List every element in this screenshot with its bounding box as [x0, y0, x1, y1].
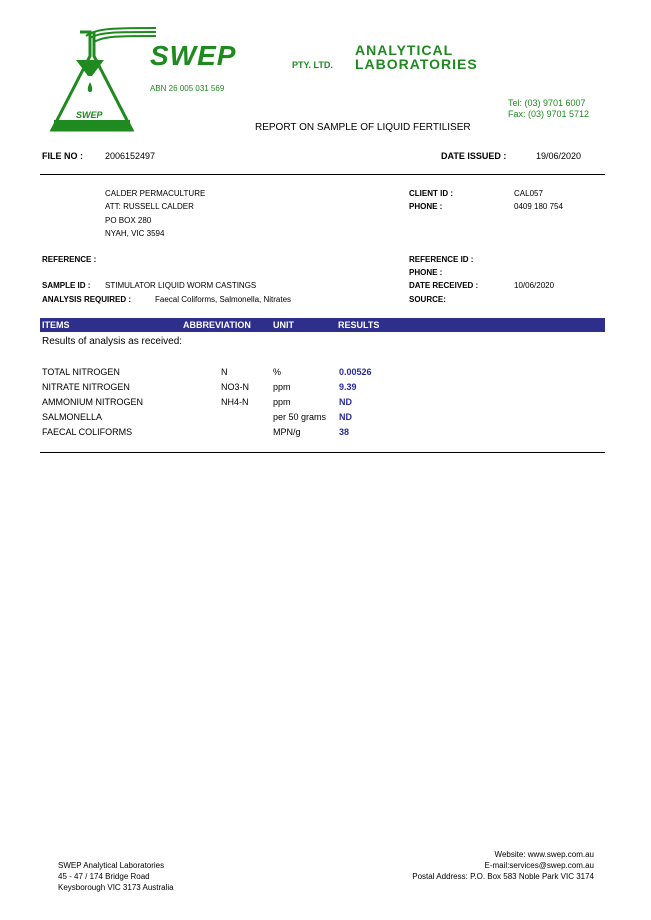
divider [40, 174, 605, 175]
row-unit: per 50 grams [273, 412, 327, 422]
phone-label: PHONE : [409, 202, 443, 211]
address-line: NYAH, VIC 3594 [105, 229, 165, 238]
logo-text: SWEP [76, 110, 103, 120]
phone2-label: PHONE : [409, 268, 443, 277]
footer-postal: Postal Address: P.O. Box 583 Noble Park VIC 3174 [412, 872, 594, 881]
analysis: Faecal Coliforms, Salmonella, Nitrates [155, 295, 292, 304]
sample-id-label: SAMPLE ID : [42, 281, 91, 290]
row-item: NITRATE NITROGEN [42, 382, 130, 392]
division-line2: LABORATORIES [355, 56, 478, 72]
footer-left-line: SWEP Analytical Laboratories [58, 861, 165, 870]
file-no: 2006152497 [105, 151, 156, 161]
row-unit: ppm [273, 382, 291, 392]
reference-id-label: REFERENCE ID : [409, 255, 474, 264]
divider [40, 452, 605, 453]
row-result: 38 [339, 427, 350, 437]
row-result: 9.39 [339, 382, 357, 392]
table-intro: Results of analysis as received: [42, 336, 183, 347]
address-line: CALDER PERMACULTURE [105, 189, 206, 198]
company-logo [46, 26, 166, 136]
date-received: 10/06/2020 [514, 281, 555, 290]
row-item: SALMONELLA [42, 412, 103, 422]
row-unit: ppm [273, 397, 291, 407]
col-items: ITEMS [42, 320, 70, 330]
client-id: CAL057 [514, 189, 543, 198]
row-abbr: NO3-N [221, 382, 250, 392]
row-unit: % [273, 367, 282, 377]
row-unit: MPN/g [273, 427, 301, 437]
row-item: TOTAL NITROGEN [42, 367, 120, 377]
row-result: ND [339, 397, 352, 407]
tel: Tel: (03) 9701 6007 [508, 98, 586, 108]
company-brand: SWEP [150, 40, 237, 71]
phone: 0409 180 754 [514, 202, 563, 211]
row-item: AMMONIUM NITROGEN [42, 397, 143, 407]
date-received-label: DATE RECEIVED : [409, 281, 479, 290]
reference-label: REFERENCE : [42, 255, 97, 264]
company-suffix: PTY. LTD. [292, 60, 333, 70]
row-abbr: NH4-N [221, 397, 249, 407]
col-results: RESULTS [338, 320, 380, 330]
report-title: REPORT ON SAMPLE OF LIQUID FERTILISER [255, 122, 471, 133]
row-result: 0.00526 [339, 367, 372, 377]
table-header [40, 318, 605, 332]
fax: Fax: (03) 9701 5712 [508, 109, 590, 119]
row-item: FAECAL COLIFORMS [42, 427, 133, 437]
row-result: ND [339, 412, 352, 422]
client-id-label: CLIENT ID : [409, 189, 453, 198]
footer-left-line: Keysborough VIC 3173 Australia [58, 883, 174, 892]
footer-email: E-mail:services@swep.com.au [484, 861, 594, 870]
row-abbr: N [221, 367, 228, 377]
date-issued: 19/06/2020 [536, 151, 582, 161]
file-no-label: FILE NO : [42, 151, 83, 161]
source-label: SOURCE: [409, 295, 446, 304]
division-line1: ANALYTICAL [355, 42, 454, 58]
col-unit: UNIT [273, 320, 294, 330]
sample-id: STIMULATOR LIQUID WORM CASTINGS [105, 281, 257, 290]
analysis-label: ANALYSIS REQUIRED : [42, 295, 132, 304]
abn: ABN 26 005 031 569 [150, 84, 225, 93]
footer-left-line: 45 - 47 / 174 Bridge Road [58, 872, 150, 881]
address-line: ATT: RUSSELL CALDER [105, 202, 194, 211]
address-line: PO BOX 280 [105, 216, 152, 225]
footer-website: Website: www.swep.com.au [494, 850, 594, 859]
date-issued-label: DATE ISSUED : [441, 151, 507, 161]
col-abbreviation: ABBREVIATION [183, 320, 251, 330]
